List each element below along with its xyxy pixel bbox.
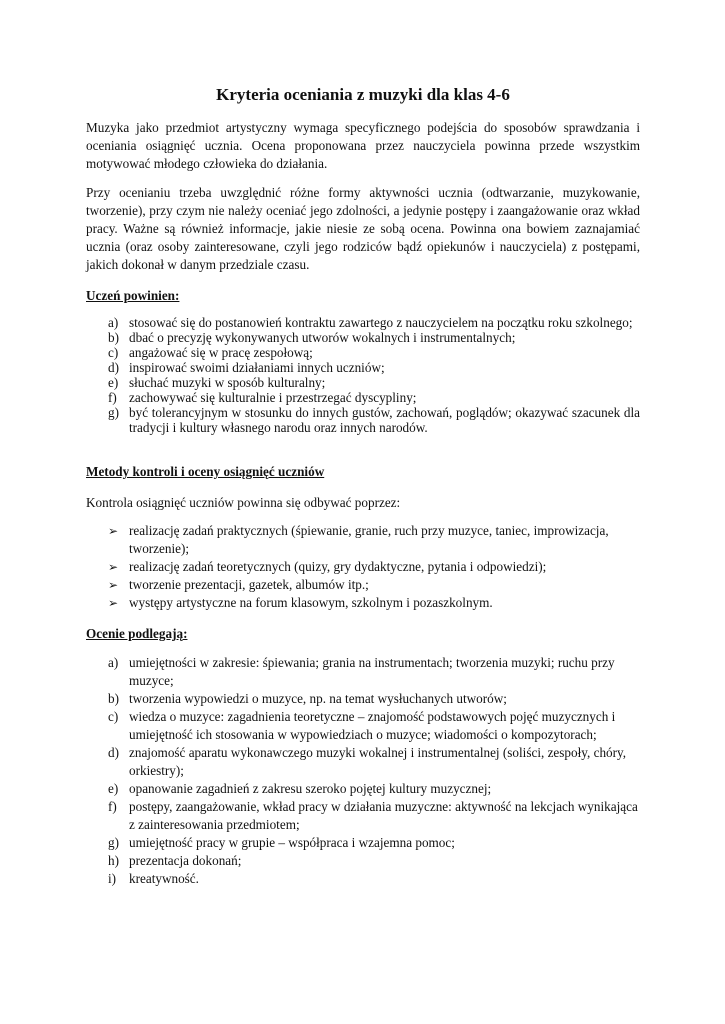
control-methods-list xyxy=(86,522,640,612)
list-item: d) znajomość aparatu wykonawczego muzyki wokalnej i instrumentalnej (soliści, zespoły, chóry, orkiestry); xyxy=(108,745,627,778)
student-duties-list xyxy=(86,315,640,435)
list-item: h) prezentacja dokonań; xyxy=(108,853,242,868)
list-item: b) tworzenia wypowiedzi o muzyce, np. na temat wysłuchanych utworów; xyxy=(108,691,507,706)
list-item: ➢ realizację zadań praktycznych (śpiewanie, granie, ruch przy muzyce, taniec, improwizacja, tworzenie); xyxy=(108,523,609,556)
list-item: g) umiejętność pracy w grupie – współpraca i wzajemna pomoc; xyxy=(108,835,455,850)
intro-paragraph-1: Muzyka jako przedmiot artystyczny wymaga specyficznego podejścia do sposobów sprawdzania i oceniania osiągnięć ucznia. Ocena proponowana przez nauczyciela powinna przede wszystkim motywować młodego człowieka do działania. xyxy=(86,120,640,171)
list-item: g) być tolerancyjnym w stosunku do innych gustów, zachowań, poglądów; okazywać szacunek dla tradycji i kultury własnego narodu oraz innych narodów. xyxy=(108,405,640,435)
list-item: ➢ tworzenie prezentacji, gazetek, albumów itp.; xyxy=(108,577,369,592)
section-intro-kontrola: Kontrola osiągnięć uczniów powinna się odbywać poprzez: xyxy=(86,495,401,510)
list-item: f) zachowywać się kulturalnie i przestrzegać dyscypliny; xyxy=(108,390,417,405)
assessment-items-list xyxy=(86,654,640,888)
list-item: i) kreatywność. xyxy=(108,871,199,886)
list-item: b) dbać o precyzję wykonywanych utworów wokalnych i instrumentalnych; xyxy=(108,330,516,345)
document-title: Kryteria oceniania z muzyki dla klas 4-6 xyxy=(216,85,510,104)
arrow-bullet-icon: ➢ xyxy=(108,560,119,574)
section-heading-metody: Metody kontroli i oceny osiągnięć uczniów xyxy=(86,464,325,479)
arrow-bullet-icon: ➢ xyxy=(108,578,119,592)
section-heading-uczen: Uczeń powinien: xyxy=(86,288,180,303)
list-item: e) słuchać muzyki w sposób kulturalny; xyxy=(108,375,326,390)
list-item: e) opanowanie zagadnień z zakresu szeroko pojętej kultury muzycznej; xyxy=(108,781,492,796)
list-item: d) inspirować swoimi działaniami innych uczniów; xyxy=(108,360,385,375)
list-item: ➢ realizację zadań teoretycznych (quizy, gry dydaktyczne, pytania i odpowiedzi); xyxy=(108,559,547,574)
list-item: a) umiejętności w zakresie: śpiewania; grania na instrumentach; tworzenia muzyki; ruchu przy muzyce; xyxy=(108,655,615,688)
section-heading-ocenie: Ocenie podlegają: xyxy=(86,626,188,641)
list-item: ➢ występy artystyczne na forum klasowym, szkolnym i pozaszkolnym. xyxy=(108,595,493,610)
arrow-bullet-icon: ➢ xyxy=(108,596,119,610)
list-item: c) wiedza o muzyce: zagadnienia teoretyczne – znajomość podstawowych pojęć muzycznych i umiejętność ich stosowania w wypowiedziach o muzyce; wiadomości o kompozytorach; xyxy=(108,709,616,742)
arrow-bullet-icon: ➢ xyxy=(108,524,119,538)
list-item: a) stosować się do postanowień kontraktu zawartego z nauczycielem na początku roku szkolnego; xyxy=(108,315,633,330)
list-item: f) postępy, zaangażowanie, wkład pracy w działania muzyczne: aktywność na lekcjach wynikająca z zainteresowania przedmiotem; xyxy=(108,799,638,832)
intro-paragraph-2: Przy ocenianiu trzeba uwzględnić różne formy aktywności ucznia (odtwarzanie, muzykowanie, tworzenie), przy czym nie należy oceniać jego zdolności, a jedynie postępy i zaangażowanie oraz wkład pracy. Ważne są również informacje, jakie niesie ze sobą ocena. Powinna ona bowiem zaznajamiać ucznia (oraz osoby zainteresowane, czyli jego rodziców bądź opiekunów i nauczyciela) z postępami, jakich dokonał w danym przedziale czasu. xyxy=(86,185,640,272)
list-item: c) angażować się w pracę zespołową; xyxy=(108,345,313,360)
